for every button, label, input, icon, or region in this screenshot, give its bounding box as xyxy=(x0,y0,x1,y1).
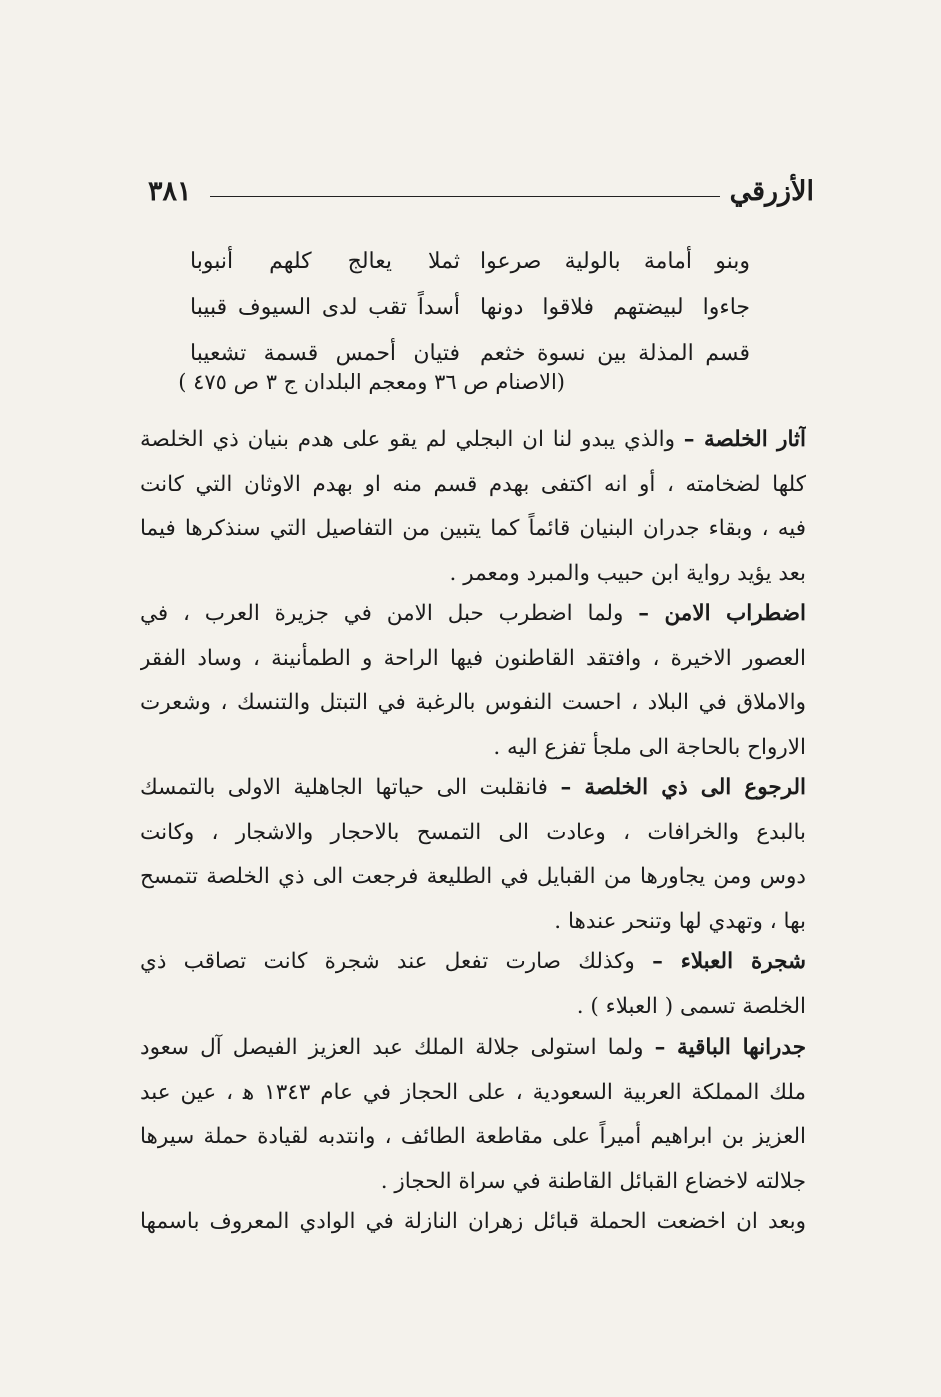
paragraph-al-ruju xyxy=(140,766,806,944)
line-text: وكذلك صارت تفعل عند شجرة كانت تصاقب ذي xyxy=(140,949,635,974)
paragraph-line: العزيز بن ابراهيم أميراً على مقاطعة الطائف ، وانتدبه لقيادة حملة سيرها xyxy=(140,1124,806,1149)
poem-verse xyxy=(190,284,750,330)
paragraph-athar-al-khalasa xyxy=(140,418,806,596)
paragraph-line: بالبدع والخرافات ، وعادت الى التمسح بالاحجار والاشجار ، وكانت xyxy=(140,819,806,845)
verse-first-hemistich: جاءوا لبيضتهم فلاقوا دونها xyxy=(480,294,750,320)
paragraph-line: فيه ، وبقاء جدران البنيان قائماً كما يتبين من التفاصيل التي سنذكرها فيما xyxy=(140,516,806,541)
section-heading: جدرانها الباقية – xyxy=(654,1035,806,1060)
paragraph-line: وبعد ان اخضعت الحملة قبائل زهران النازلة في الوادي المعروف باسمها xyxy=(140,1209,806,1234)
poem xyxy=(190,238,750,376)
paragraph-idtirab-al-amn xyxy=(140,592,806,770)
paragraph-line: جلالته لاخضاع القبائل القاطنة في سراة الحجاز . xyxy=(380,1168,806,1194)
section-heading: اضطراب الامن – xyxy=(638,601,806,626)
paragraph-shajarat-al-abla xyxy=(140,940,806,1029)
paragraph-line: الارواح بالحاجة الى ملجأ تفزع اليه . xyxy=(493,734,806,760)
paragraph-line: بعد يؤيد رواية ابن حبيب والمبرد ومعمر . xyxy=(449,560,806,586)
line-text: والذي يبدو لنا ان البجلي لم يقو على هدم بنيان ذي الخلصة xyxy=(140,427,676,452)
paragraph-line: الخلصة تسمى ( العبلاء ) . xyxy=(576,993,806,1019)
section-heading: آثار الخلصة – xyxy=(683,427,806,452)
source-citation: (الاصنام ص ٣٦ ومعجم البلدان ج ٣ ص ٤٧٥ ) xyxy=(178,370,565,394)
paragraph-line xyxy=(140,940,806,985)
paragraph-line xyxy=(140,592,806,637)
section-heading: شجرة العبلاء – xyxy=(652,949,806,974)
paragraph-line: بها ، وتهدي لها وتنحر عندها . xyxy=(554,908,806,934)
verse-first-hemistich: وبنو أمامة بالولية صرعوا xyxy=(480,248,750,274)
line-text: فانقلبت الى حياتها الجاهلية الاولى بالتمسك xyxy=(140,775,548,800)
verse-second-hemistich: أسداً تقب لدى السيوف قبيبا xyxy=(190,294,460,320)
page-header xyxy=(140,172,820,222)
poem-verse xyxy=(190,238,750,284)
paragraph-line xyxy=(140,1026,806,1071)
page-number: ٣٨١ xyxy=(148,176,192,207)
paragraph-line: ملك المملكة العربية السعودية ، على الحجاز في عام ١٣٤٣ ﻫ ، عين عبد xyxy=(140,1079,806,1105)
paragraph-judranuha-al-baqiya xyxy=(140,1026,806,1204)
running-title: الأزرقي xyxy=(729,176,814,207)
verse-second-hemistich: فتيان أحمس قسمة تشعيبا xyxy=(190,340,460,366)
paragraph-line: دوس ومن يجاورها من القبايل في الطليعة فرجعت الى ذي الخلصة تتمسح xyxy=(140,864,806,889)
paragraph-line: والاملاق في البلاد ، احست النفوس بالرغبة في التبتل والتنسك ، وشعرت xyxy=(140,690,806,715)
header-rule xyxy=(210,196,720,197)
paragraph-line: العصور الاخيرة ، وافتقد القاطنون فيها الراحة و الطمأنينة ، وساد الفقر xyxy=(140,645,806,671)
line-text: ولما اضطرب حبل الامن في جزيرة العرب ، في xyxy=(140,601,624,626)
section-heading: الرجوع الى ذي الخلصة – xyxy=(560,775,806,800)
paragraph-line: كلها لضخامته ، أو انه اكتفى بهدم قسم منه او بهدم الاوثان التي كانت xyxy=(140,471,806,497)
line-text: ولما استولى جلالة الملك عبد العزيز الفيصل آل سعود xyxy=(140,1035,644,1060)
paragraph-line xyxy=(140,766,806,811)
verse-second-hemistich: ثملا يعالج كلهم أنبوبا xyxy=(190,248,460,274)
paragraph-closing xyxy=(140,1200,806,1245)
paragraph-line xyxy=(140,418,806,463)
verse-first-hemistich: قسم المذلة بين نسوة خثعم xyxy=(480,340,750,366)
